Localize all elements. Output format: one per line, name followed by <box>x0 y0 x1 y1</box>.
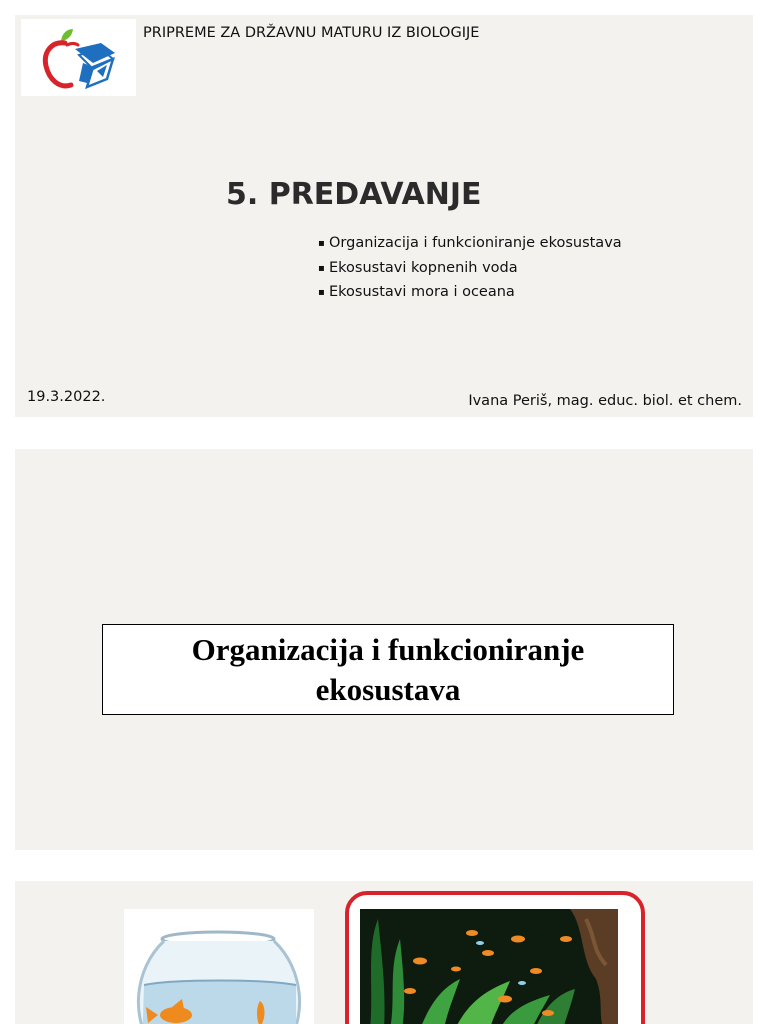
goldfish-bowl-photo-icon <box>124 909 314 1024</box>
section-title-line1: Organizacija i funkcioniranje <box>191 631 585 667</box>
slide-images <box>15 881 753 1024</box>
square-bullet-icon: ▪ <box>318 262 325 274</box>
topic-list <box>318 231 622 305</box>
list-item <box>318 256 622 281</box>
topic-label: Ekosustavi mora i oceana <box>329 284 515 300</box>
square-bullet-icon: ▪ <box>318 287 325 298</box>
lecture-title: 5. PREDAVANJE <box>226 177 482 212</box>
author-name: Ivana Periš, mag. educ. biol. et chem. <box>468 393 742 409</box>
slide-section <box>15 449 753 850</box>
course-header: PRIPREME ZA DRŽAVNU MATURU IZ BIOLOGIJE <box>143 25 480 41</box>
slide-title <box>15 15 753 417</box>
list-item <box>318 231 622 256</box>
aquarium-photo-icon <box>360 909 618 1024</box>
logo <box>21 19 136 96</box>
section-title-box <box>102 624 674 715</box>
square-bullet-icon: ▪ <box>318 238 325 249</box>
lecture-date: 19.3.2022. <box>27 389 106 405</box>
section-title-line2: ekosustava <box>315 671 461 707</box>
topic-label: Organizacija i funkcioniranje ekosustava <box>329 235 622 251</box>
topic-label: Ekosustavi kopnenih voda <box>329 259 518 276</box>
list-item <box>318 280 622 305</box>
apple-book-logo-icon <box>21 19 136 96</box>
